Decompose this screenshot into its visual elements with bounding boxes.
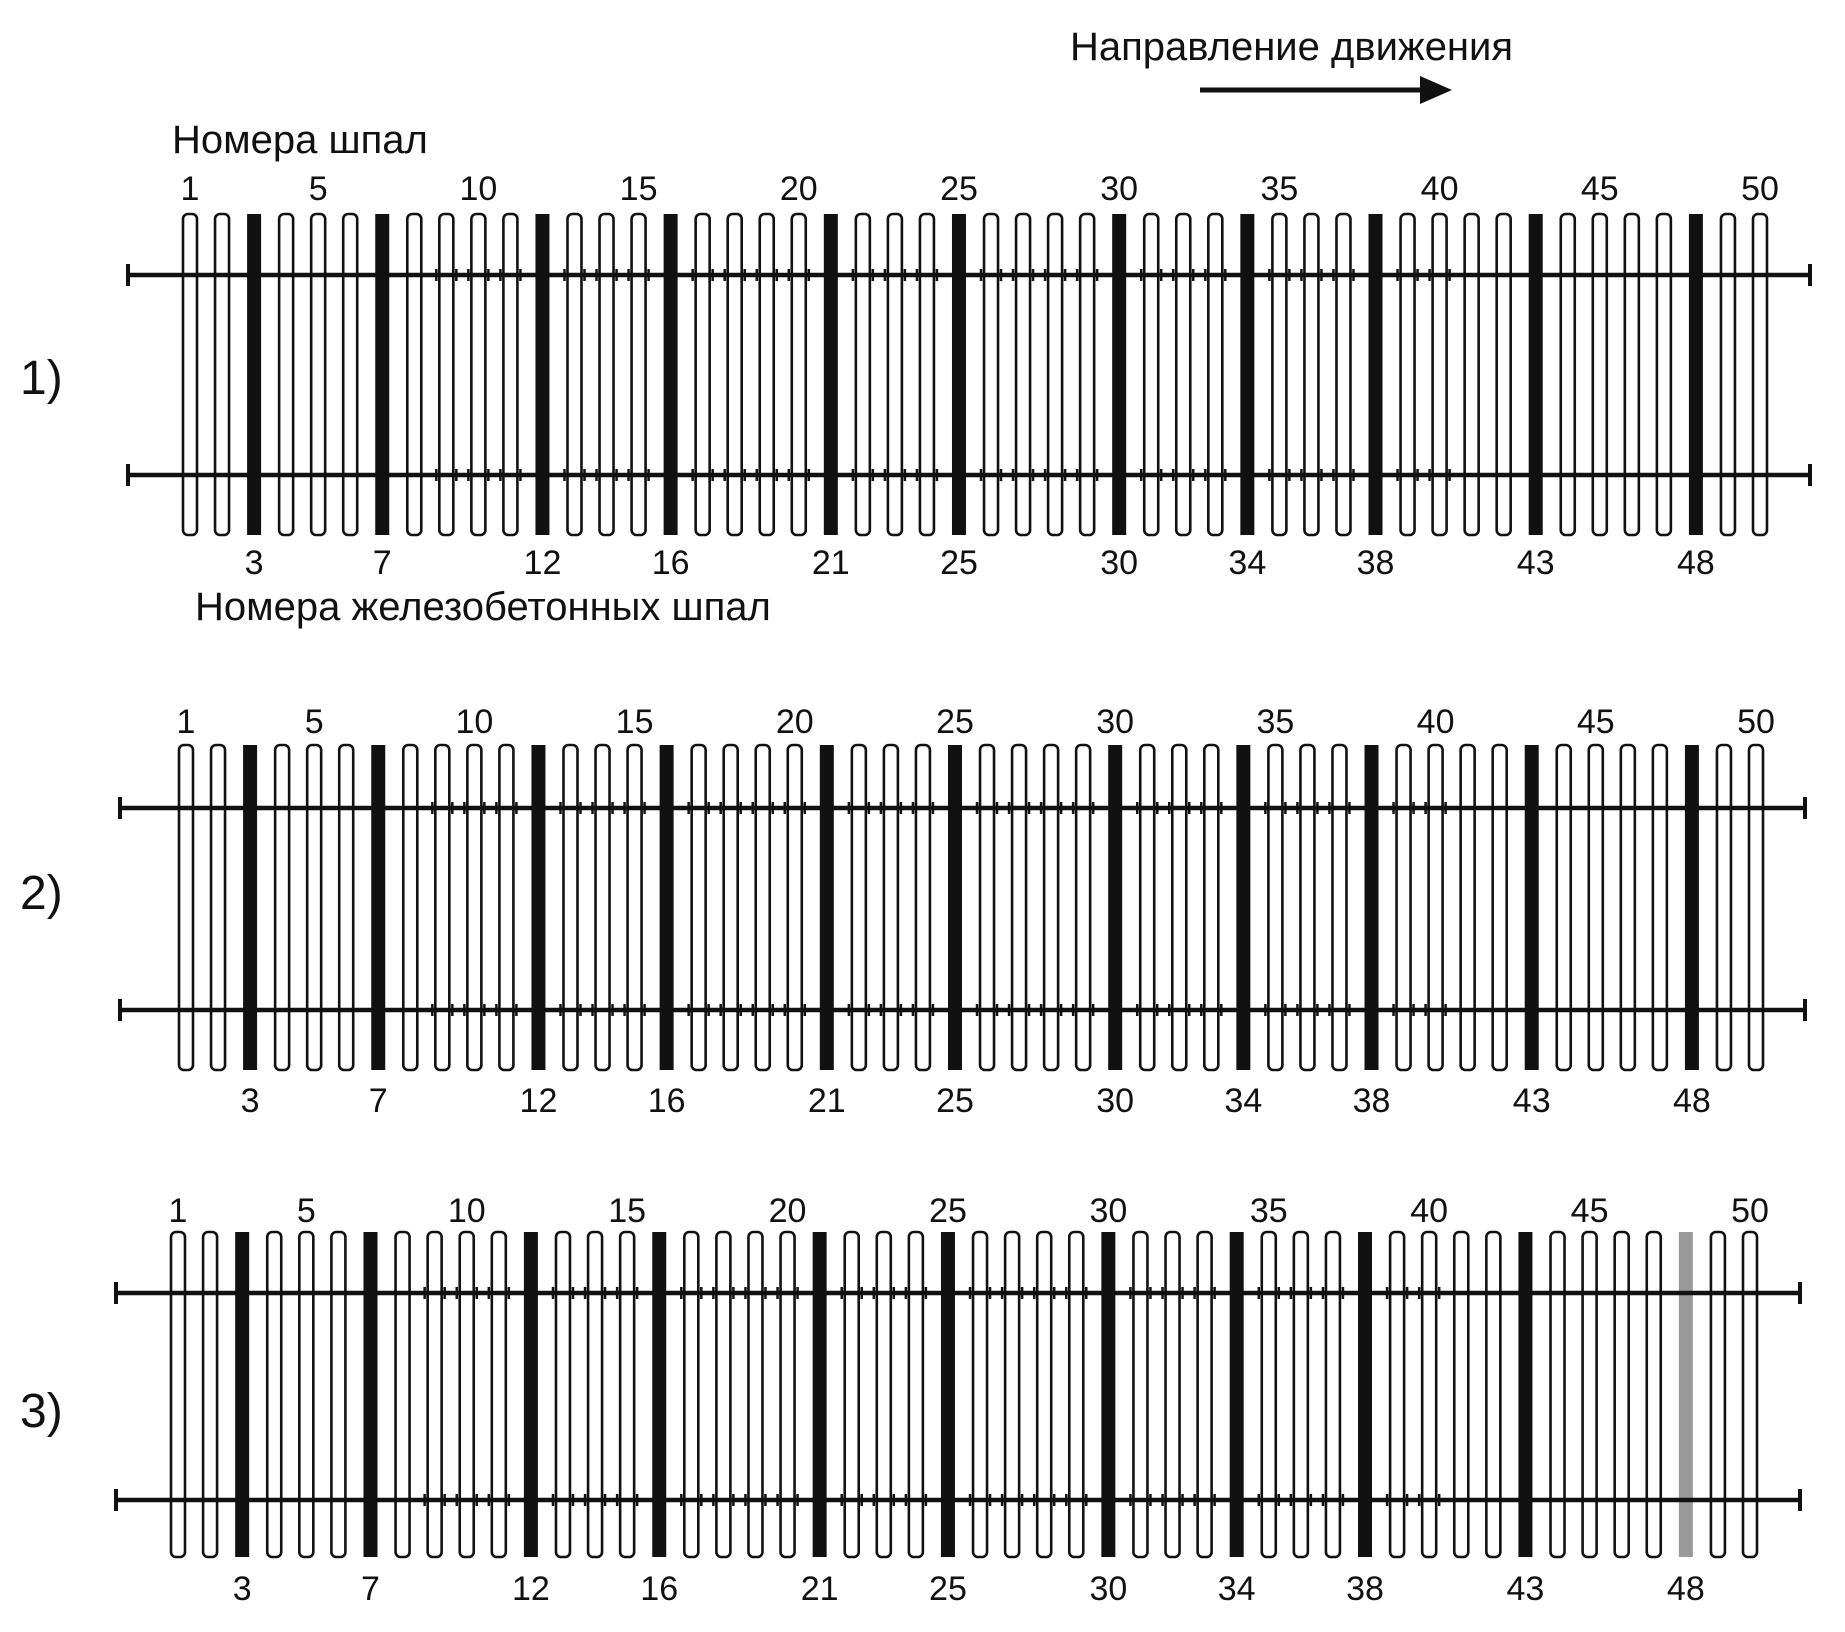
wooden-sleeper-35 bbox=[1268, 745, 1282, 1070]
sleeper-number-15: 15 bbox=[608, 1192, 647, 1230]
concrete-number-16: 16 bbox=[651, 544, 690, 582]
wooden-sleeper-35 bbox=[1272, 214, 1286, 535]
wooden-sleeper-17 bbox=[692, 745, 706, 1070]
concrete-sleeper-48 bbox=[1679, 1232, 1693, 1557]
sleeper-number-10: 10 bbox=[447, 1192, 486, 1230]
wooden-sleeper-47 bbox=[1647, 1232, 1661, 1557]
wooden-sleeper-49 bbox=[1717, 745, 1731, 1070]
wooden-sleeper-33 bbox=[1204, 745, 1218, 1070]
concrete-sleeper-3 bbox=[243, 745, 257, 1070]
concrete-number-43: 43 bbox=[1512, 1082, 1551, 1120]
sleeper-number-15: 15 bbox=[619, 170, 658, 208]
wooden-sleeper-44 bbox=[1551, 1232, 1565, 1557]
sleeper-number-35: 35 bbox=[1249, 1192, 1288, 1230]
wooden-sleeper-29 bbox=[1069, 1232, 1083, 1557]
concrete-sleeper-3 bbox=[235, 1232, 249, 1557]
concrete-sleeper-34 bbox=[1230, 1232, 1244, 1557]
concrete-number-30: 30 bbox=[1100, 544, 1139, 582]
wooden-sleeper-20 bbox=[781, 1232, 795, 1557]
wooden-sleeper-9 bbox=[439, 214, 453, 535]
sleeper-number-40: 40 bbox=[1416, 703, 1455, 741]
wooden-sleeper-8 bbox=[396, 1232, 410, 1557]
wooden-sleeper-6 bbox=[331, 1232, 345, 1557]
wooden-sleeper-42 bbox=[1486, 1232, 1500, 1557]
wooden-sleeper-44 bbox=[1561, 214, 1575, 535]
concrete-sleeper-numbers bbox=[245, 544, 1715, 582]
wooden-sleeper-24 bbox=[916, 745, 930, 1070]
concrete-sleeper-25 bbox=[952, 214, 966, 535]
sleeper-number-30: 30 bbox=[1089, 1192, 1128, 1230]
wooden-sleeper-45 bbox=[1583, 1232, 1597, 1557]
direction-arrow-icon bbox=[1200, 76, 1452, 104]
concrete-number-25: 25 bbox=[929, 1570, 967, 1608]
wooden-sleeper-10 bbox=[471, 214, 485, 535]
sleeper-number-50: 50 bbox=[1737, 703, 1775, 741]
wooden-sleeper-46 bbox=[1615, 1232, 1629, 1557]
sleeper-number-25: 25 bbox=[940, 170, 978, 208]
concrete-number-25: 25 bbox=[936, 1082, 974, 1120]
wooden-sleeper-4 bbox=[279, 214, 293, 535]
concrete-number-21: 21 bbox=[811, 544, 850, 582]
top-sleeper-numbers bbox=[181, 170, 1779, 208]
wooden-sleeper-46 bbox=[1625, 214, 1639, 535]
concrete-number-30: 30 bbox=[1096, 1082, 1135, 1120]
wooden-sleeper-20 bbox=[792, 214, 806, 535]
wooden-sleeper-13 bbox=[556, 1232, 570, 1557]
concrete-number-48: 48 bbox=[1677, 544, 1715, 582]
wooden-sleeper-6 bbox=[343, 214, 357, 535]
wooden-sleeper-41 bbox=[1461, 745, 1475, 1070]
wooden-sleeper-19 bbox=[760, 214, 774, 535]
concrete-number-38: 38 bbox=[1352, 1082, 1391, 1120]
concrete-sleeper-7 bbox=[375, 214, 389, 535]
sleeper-number-20: 20 bbox=[775, 703, 814, 741]
wooden-sleeper-24 bbox=[909, 1232, 923, 1557]
sleeper-number-40: 40 bbox=[1410, 1192, 1449, 1230]
sleeper-number-5: 5 bbox=[308, 170, 328, 208]
wooden-sleeper-27 bbox=[1016, 214, 1030, 535]
wooden-sleeper-9 bbox=[435, 745, 449, 1070]
diagram-3 bbox=[20, 1192, 1800, 1608]
wooden-sleeper-19 bbox=[748, 1232, 762, 1557]
concrete-sleeper-numbers bbox=[241, 1082, 1711, 1120]
concrete-sleeper-38 bbox=[1365, 745, 1379, 1070]
concrete-sleeper-30 bbox=[1101, 1232, 1115, 1557]
sleeper-number-50: 50 bbox=[1741, 170, 1779, 208]
concrete-number-43: 43 bbox=[1516, 544, 1555, 582]
concrete-number-7: 7 bbox=[372, 544, 392, 582]
wooden-sleeper-26 bbox=[973, 1232, 987, 1557]
wooden-sleeper-6 bbox=[339, 745, 353, 1070]
concrete-number-16: 16 bbox=[640, 1570, 679, 1608]
wooden-sleeper-40 bbox=[1433, 214, 1447, 535]
sleeper-number-20: 20 bbox=[779, 170, 818, 208]
wooden-sleeper-1 bbox=[171, 1232, 185, 1557]
concrete-sleeper-43 bbox=[1525, 745, 1539, 1070]
wooden-sleeper-19 bbox=[756, 745, 770, 1070]
wooden-sleeper-37 bbox=[1332, 745, 1346, 1070]
panel-label: 3) bbox=[20, 1385, 63, 1438]
wooden-sleeper-17 bbox=[684, 1232, 698, 1557]
wooden-sleeper-33 bbox=[1198, 1232, 1212, 1557]
wooden-sleeper-46 bbox=[1621, 745, 1635, 1070]
wooden-sleeper-23 bbox=[888, 214, 902, 535]
sleeper-number-35: 35 bbox=[1260, 170, 1299, 208]
wooden-sleeper-44 bbox=[1557, 745, 1571, 1070]
concrete-sleeper-21 bbox=[813, 1232, 827, 1557]
concrete-sleeper-12 bbox=[524, 1232, 538, 1557]
direction-label: Направление движения bbox=[1070, 25, 1514, 69]
concrete-number-12: 12 bbox=[511, 1570, 550, 1608]
top-sleeper-numbers bbox=[169, 1192, 1769, 1230]
wooden-sleeper-50 bbox=[1753, 214, 1767, 535]
concrete-sleeper-30 bbox=[1112, 214, 1126, 535]
sleeper-number-25: 25 bbox=[936, 703, 974, 741]
concrete-sleeper-25 bbox=[948, 745, 962, 1070]
diagram-1 bbox=[20, 170, 1810, 582]
concrete-number-12: 12 bbox=[519, 1082, 558, 1120]
sleeper-number-35: 35 bbox=[1256, 703, 1295, 741]
wooden-sleeper-1 bbox=[183, 214, 197, 535]
wooden-sleeper-14 bbox=[588, 1232, 602, 1557]
concrete-sleeper-numbers bbox=[233, 1570, 1705, 1608]
concrete-number-7: 7 bbox=[368, 1082, 388, 1120]
concrete-number-12: 12 bbox=[523, 544, 562, 582]
wooden-sleeper-23 bbox=[884, 745, 898, 1070]
concrete-sleeper-30 bbox=[1108, 745, 1122, 1070]
concrete-sleeper-16 bbox=[652, 1232, 666, 1557]
wooden-sleeper-4 bbox=[275, 745, 289, 1070]
wooden-sleeper-33 bbox=[1208, 214, 1222, 535]
concrete-sleeper-43 bbox=[1529, 214, 1543, 535]
sleeper-number-45: 45 bbox=[1570, 1192, 1609, 1230]
concrete-number-34: 34 bbox=[1228, 544, 1267, 582]
wooden-sleeper-32 bbox=[1176, 214, 1190, 535]
sleeper-number-5: 5 bbox=[296, 1192, 316, 1230]
wooden-sleeper-4 bbox=[267, 1232, 281, 1557]
wooden-sleeper-2 bbox=[203, 1232, 217, 1557]
wooden-sleeper-15 bbox=[632, 214, 646, 535]
wooden-sleeper-27 bbox=[1005, 1232, 1019, 1557]
concrete-sleeper-48 bbox=[1685, 745, 1699, 1070]
concrete-number-21: 21 bbox=[807, 1082, 846, 1120]
wooden-sleeper-49 bbox=[1721, 214, 1735, 535]
concrete-number-21: 21 bbox=[800, 1570, 839, 1608]
wooden-sleeper-26 bbox=[980, 745, 994, 1070]
wooden-sleeper-36 bbox=[1294, 1232, 1308, 1557]
top-sleeper-numbers bbox=[177, 703, 1775, 741]
wooden-sleeper-22 bbox=[845, 1232, 859, 1557]
concrete-number-38: 38 bbox=[1346, 1570, 1384, 1608]
wooden-sleeper-40 bbox=[1422, 1232, 1436, 1557]
wooden-sleeper-50 bbox=[1743, 1232, 1757, 1557]
concrete-sleeper-34 bbox=[1236, 745, 1250, 1070]
wooden-sleeper-15 bbox=[620, 1232, 634, 1557]
concrete-sleeper-25 bbox=[941, 1232, 955, 1557]
concrete-sleeper-7 bbox=[363, 1232, 377, 1557]
wooden-sleeper-40 bbox=[1429, 745, 1443, 1070]
wooden-sleeper-26 bbox=[984, 214, 998, 535]
wooden-sleeper-39 bbox=[1397, 745, 1411, 1070]
sleepers bbox=[171, 1232, 1757, 1557]
wooden-sleeper-47 bbox=[1653, 745, 1667, 1070]
wooden-sleeper-28 bbox=[1044, 745, 1058, 1070]
wooden-sleeper-15 bbox=[628, 745, 642, 1070]
sleeper-number-50: 50 bbox=[1731, 1192, 1769, 1230]
wooden-sleeper-37 bbox=[1336, 214, 1350, 535]
concrete-number-7: 7 bbox=[361, 1570, 380, 1608]
wooden-sleeper-10 bbox=[467, 745, 481, 1070]
wooden-sleeper-42 bbox=[1497, 214, 1511, 535]
wooden-sleeper-14 bbox=[596, 745, 610, 1070]
wooden-sleeper-28 bbox=[1037, 1232, 1051, 1557]
wooden-sleeper-5 bbox=[311, 214, 325, 535]
wooden-sleeper-2 bbox=[211, 745, 225, 1070]
concrete-number-3: 3 bbox=[240, 1082, 260, 1120]
wooden-sleeper-29 bbox=[1076, 745, 1090, 1070]
concrete-number-34: 34 bbox=[1224, 1082, 1263, 1120]
concrete-sleeper-16 bbox=[660, 745, 674, 1070]
wooden-sleeper-17 bbox=[696, 214, 710, 535]
wooden-sleeper-29 bbox=[1080, 214, 1094, 535]
sleeper-number-25: 25 bbox=[929, 1192, 967, 1230]
wooden-sleeper-18 bbox=[724, 745, 738, 1070]
wooden-sleeper-37 bbox=[1326, 1232, 1340, 1557]
sleeper-number-30: 30 bbox=[1096, 703, 1135, 741]
wooden-sleeper-13 bbox=[567, 214, 581, 535]
sleeper-number-1: 1 bbox=[176, 703, 196, 741]
wooden-sleeper-22 bbox=[852, 745, 866, 1070]
concrete-number-3: 3 bbox=[244, 544, 264, 582]
diagram-2 bbox=[20, 703, 1805, 1120]
wooden-sleeper-11 bbox=[499, 745, 513, 1070]
wooden-sleeper-47 bbox=[1657, 214, 1671, 535]
wooden-sleeper-23 bbox=[877, 1232, 891, 1557]
wooden-sleeper-36 bbox=[1300, 745, 1314, 1070]
wooden-sleeper-32 bbox=[1166, 1232, 1180, 1557]
wooden-sleeper-28 bbox=[1048, 214, 1062, 535]
wooden-sleeper-42 bbox=[1493, 745, 1507, 1070]
wooden-sleeper-8 bbox=[403, 745, 417, 1070]
wooden-sleeper-32 bbox=[1172, 745, 1186, 1070]
wooden-sleeper-27 bbox=[1012, 745, 1026, 1070]
wooden-sleeper-45 bbox=[1589, 745, 1603, 1070]
sleeper-number-10: 10 bbox=[455, 703, 494, 741]
concrete-sleeper-34 bbox=[1240, 214, 1254, 535]
sleeper-number-20: 20 bbox=[768, 1192, 807, 1230]
diagrams bbox=[20, 170, 1810, 1608]
sleeper-number-45: 45 bbox=[1576, 703, 1615, 741]
concrete-number-34: 34 bbox=[1217, 1570, 1256, 1608]
wooden-sleeper-41 bbox=[1454, 1232, 1468, 1557]
concrete-sleeper-numbers-label: Номера железобетонных шпал bbox=[195, 585, 771, 629]
concrete-sleeper-12 bbox=[531, 745, 545, 1070]
sleeper-number-5: 5 bbox=[304, 703, 324, 741]
sleeper-number-1: 1 bbox=[168, 1192, 188, 1230]
sleeper-number-15: 15 bbox=[615, 703, 654, 741]
concrete-sleeper-3 bbox=[247, 214, 261, 535]
concrete-number-48: 48 bbox=[1673, 1082, 1711, 1120]
concrete-sleeper-43 bbox=[1518, 1232, 1532, 1557]
concrete-number-48: 48 bbox=[1666, 1570, 1705, 1608]
wooden-sleeper-2 bbox=[215, 214, 229, 535]
wooden-sleeper-49 bbox=[1711, 1232, 1725, 1557]
wooden-sleeper-13 bbox=[563, 745, 577, 1070]
wooden-sleeper-18 bbox=[716, 1232, 730, 1557]
wooden-sleeper-35 bbox=[1262, 1232, 1276, 1557]
sleeper-number-40: 40 bbox=[1420, 170, 1459, 208]
concrete-sleeper-12 bbox=[535, 214, 549, 535]
wooden-sleeper-22 bbox=[856, 214, 870, 535]
wooden-sleeper-20 bbox=[788, 745, 802, 1070]
sleepers bbox=[179, 745, 1763, 1070]
concrete-sleeper-16 bbox=[664, 214, 678, 535]
wooden-sleeper-5 bbox=[307, 745, 321, 1070]
sleeper-number-10: 10 bbox=[459, 170, 498, 208]
panel-label: 1) bbox=[20, 352, 63, 405]
wooden-sleeper-5 bbox=[299, 1232, 313, 1557]
wooden-sleeper-14 bbox=[600, 214, 614, 535]
sleepers bbox=[183, 214, 1767, 535]
concrete-sleeper-21 bbox=[824, 214, 838, 535]
wooden-sleeper-31 bbox=[1140, 745, 1154, 1070]
sleeper-number-45: 45 bbox=[1580, 170, 1619, 208]
concrete-number-38: 38 bbox=[1356, 544, 1395, 582]
wooden-sleeper-11 bbox=[503, 214, 517, 535]
sleeper-numbers-label: Номера шпал bbox=[172, 118, 428, 162]
wooden-sleeper-39 bbox=[1390, 1232, 1404, 1557]
sleeper-number-30: 30 bbox=[1100, 170, 1139, 208]
concrete-sleeper-38 bbox=[1369, 214, 1383, 535]
concrete-number-3: 3 bbox=[232, 1570, 252, 1608]
concrete-sleeper-7 bbox=[371, 745, 385, 1070]
wooden-sleeper-1 bbox=[179, 745, 193, 1070]
wooden-sleeper-18 bbox=[728, 214, 742, 535]
wooden-sleeper-9 bbox=[428, 1232, 442, 1557]
concrete-number-16: 16 bbox=[647, 1082, 686, 1120]
wooden-sleeper-24 bbox=[920, 214, 934, 535]
wooden-sleeper-31 bbox=[1133, 1232, 1147, 1557]
wooden-sleeper-11 bbox=[492, 1232, 506, 1557]
concrete-number-43: 43 bbox=[1506, 1570, 1545, 1608]
sleeper-number-1: 1 bbox=[180, 170, 200, 208]
panel-label: 2) bbox=[20, 867, 63, 920]
wooden-sleeper-39 bbox=[1401, 214, 1415, 535]
wooden-sleeper-8 bbox=[407, 214, 421, 535]
wooden-sleeper-10 bbox=[460, 1232, 474, 1557]
concrete-sleeper-21 bbox=[820, 745, 834, 1070]
wooden-sleeper-36 bbox=[1304, 214, 1318, 535]
concrete-number-25: 25 bbox=[940, 544, 978, 582]
wooden-sleeper-50 bbox=[1749, 745, 1763, 1070]
concrete-sleeper-38 bbox=[1358, 1232, 1372, 1557]
wooden-sleeper-31 bbox=[1144, 214, 1158, 535]
wooden-sleeper-41 bbox=[1465, 214, 1479, 535]
wooden-sleeper-45 bbox=[1593, 214, 1607, 535]
concrete-number-30: 30 bbox=[1089, 1570, 1128, 1608]
concrete-sleeper-48 bbox=[1689, 214, 1703, 535]
